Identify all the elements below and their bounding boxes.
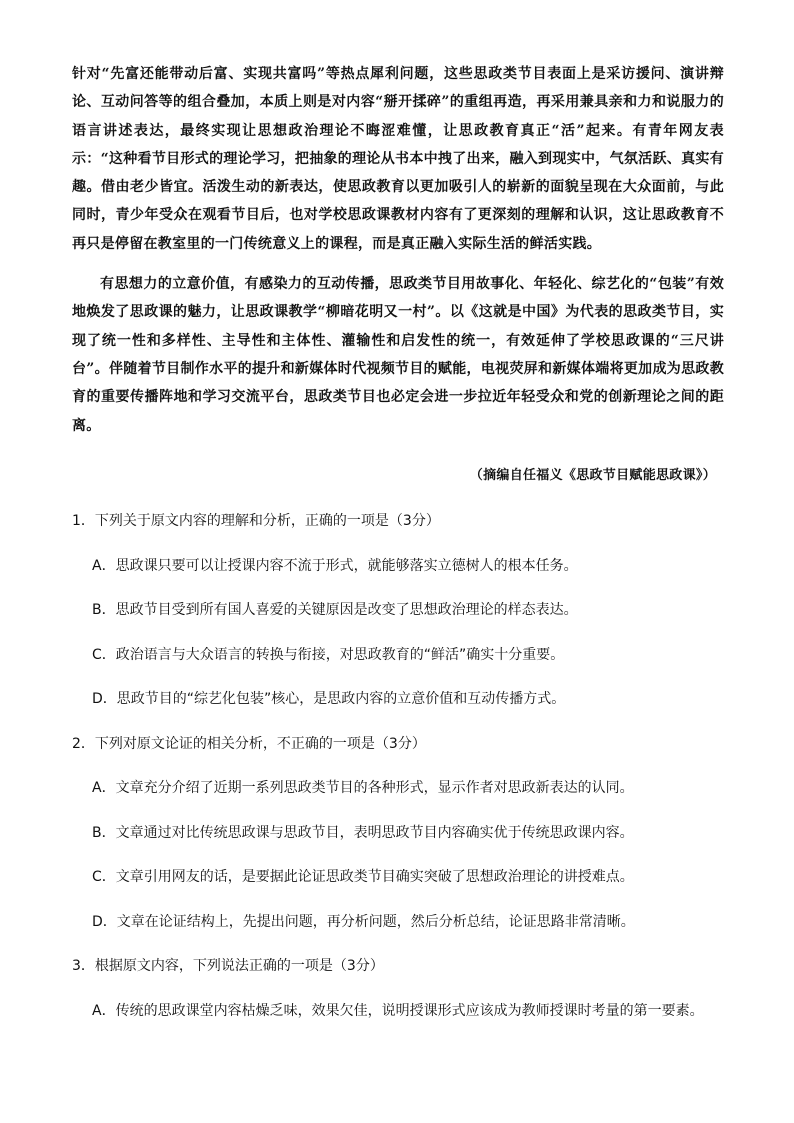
- option-b: B．思政节目受到所有国人喜爱的关键原因是改变了思想政治理论的样态表达。: [92, 602, 578, 618]
- question-1: [72, 510, 732, 710]
- option-d: D．思政节目的“综艺化包装”核心，是思政内容的立意价值和互动传播方式。: [92, 691, 566, 707]
- question-stem: 1．下列关于原文内容的理解和分析，正确的一项是（3分）: [72, 513, 440, 529]
- passage-source: （摘编自任福义《思政节目赋能思政课》）: [469, 468, 716, 483]
- option-a: A．文章充分介绍了近期一系列思政类节目的各种形式，显示作者对思政新表达的认同。: [92, 780, 634, 796]
- question-list: [72, 510, 732, 1022]
- passage-paragraph-2: 有思想力的立意价值，有感染力的互动传播，思政类节目用故事化、年轻化、综艺化的“包装”有效地焕发了思政课的魅力，让思政课教学“柳暗花明又一村”。以《这就是中国》为代表的思政类节目，实现了统一性和多样性、主导性和主体性、灌输性和启发性的统一，有效延伸了学校思政课的“三尺讲台”。伴随着节目制作水平的提升和新媒体时代视频节目的赋能，电视荧屏和新媒体端将更加成为思政教育的重要传播阵地和学习交流平台，思政类节目也必定会进一步拉近年轻受众和党的创新理论之间的距离。: [72, 276, 724, 434]
- option-a: A．思政课只要可以让授课内容不流于形式，就能够落实立德树人的根本任务。: [92, 557, 578, 574]
- question-stem: 3．根据原文内容，下列说法正确的一项是（3分）: [72, 958, 384, 974]
- question-stem: 2．下列对原文论证的相关分析，不正确的一项是（3分）: [72, 735, 426, 752]
- option-a: A．传统的思政课堂内容枯燥乏味，效果欠佳，说明授课形式应该成为教师授课时考量的第一要素。: [92, 1002, 704, 1019]
- reading-passage: [72, 60, 724, 440]
- question-3: [72, 955, 732, 1022]
- option-c: C．政治语言与大众语言的转换与衔接，对思政教育的“鲜活”确实十分重要。: [92, 646, 565, 663]
- question-2: [72, 733, 732, 933]
- option-b: B．文章通过对比传统思政课与思政节目，表明思政节目内容确实优于传统思政课内容。: [92, 824, 634, 841]
- passage-paragraph-1: 针对“先富还能带动后富、实现共富吗”等热点犀利问题，这些思政类节目表面上是采访援问、演讲辩论、互动问答等的组合叠加，本质上则是对内容“掰开揉碎”的重组再造，再采用兼具亲和力和说服力的语言讲述表达，最终实现让思想政治理论不晦涩难懂，让思政教育真正“活”起来。有青年网友表示：“这种看节目形式的理论学习，把抽象的理论从书本中拽了出来，融入到现实中，气氛活跃、真实有趣。借由老少皆宜。活泼生动的新表达，使思政教育以更加吸引人的崭新的面貌呈现在大众面前，与此同时，青少年受众在观看节目后，也对学校思政课教材内容有了更深刻的理解和认识，这让思政教育不再只是停留在教室里的一门传统意义上的课程，而是真正融入实际生活的鲜活实践。: [72, 66, 724, 252]
- option-d: D．文章在论证结构上，先提出问题，再分析问题，然后分析总结，论证思路非常清晰。: [92, 913, 635, 930]
- option-c: C．文章引用网友的话，是要据此论证思政类节目确实突破了思想政治理论的讲授难点。: [92, 869, 634, 885]
